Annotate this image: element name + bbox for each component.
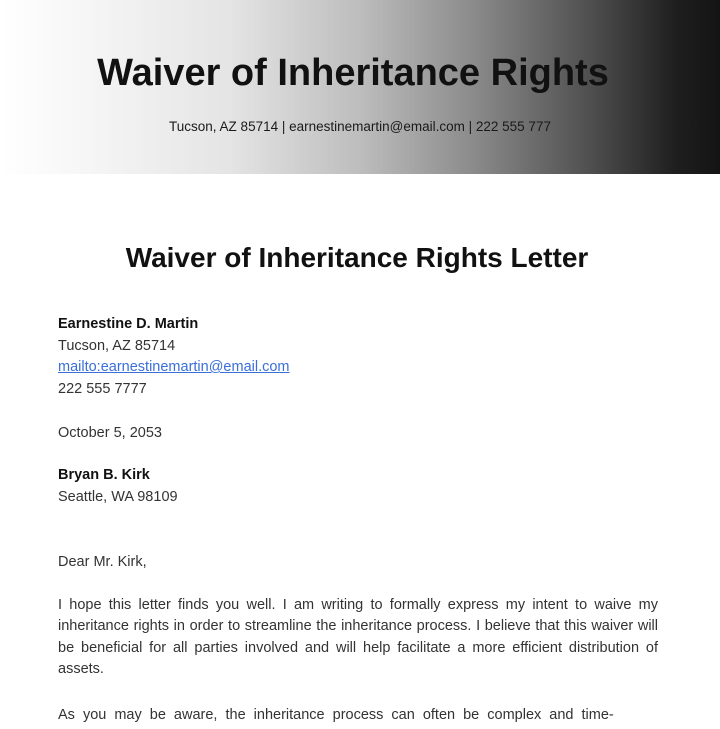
header-contact: Tucson, AZ 85714 | earnestinemartin@email.com | 222 555 777 (169, 119, 551, 134)
letter-date: October 5, 2053 (58, 425, 162, 441)
letter-title: Waiver of Inheritance Rights Letter (125, 242, 589, 273)
sender-name: Earnestine D. Martin (58, 316, 199, 332)
header-title: Waiver of Inheritance Rights (97, 52, 609, 94)
header-banner (0, 0, 720, 174)
sender-email-link[interactable]: mailto:earnestinemartin@email.com (58, 359, 290, 375)
sender-address: Tucson, AZ 85714 (58, 338, 176, 354)
body-paragraph-1: I hope this letter finds you well. I am writing to formally express my intent to waive my inheritance rights in order to streamline the inheritance process. I believe that this waiver will be beneficial for all parties involved and will help facilitate a more efficient distribution of assets. (58, 597, 658, 677)
recipient-name: Bryan B. Kirk (58, 467, 150, 483)
body-paragraph-2: As you may be aware, the inheritance process can often be complex and time- (58, 707, 614, 723)
recipient-address: Seattle, WA 98109 (58, 489, 178, 505)
sender-phone: 222 555 7777 (58, 381, 147, 397)
salutation: Dear Mr. Kirk, (58, 554, 147, 570)
